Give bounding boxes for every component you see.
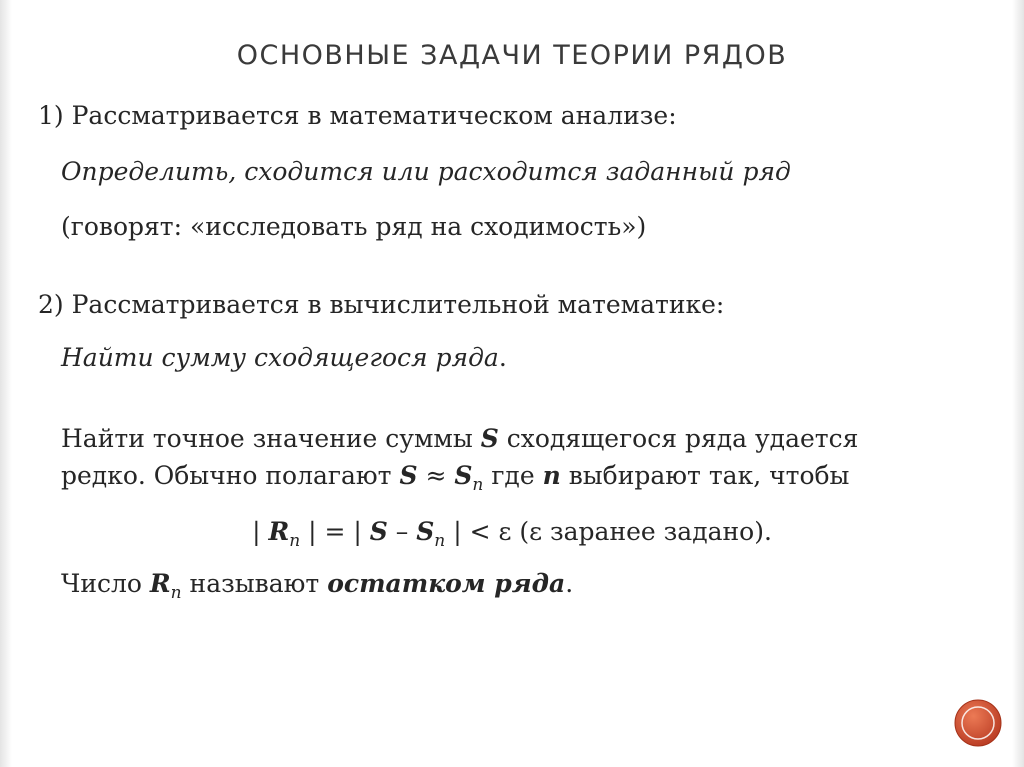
item2-task — [61, 343, 507, 373]
slide-title: ОСНОВНЫЕ ЗАДАЧИ ТЕОРИИ РЯДОВ — [236, 40, 788, 71]
last-line — [61, 569, 573, 608]
formula-sn: S — [416, 517, 435, 546]
formula-sn-sub: n — [434, 531, 446, 551]
formula-s: S — [369, 517, 388, 546]
slide-left-shadow — [0, 0, 12, 767]
item2-heading: 2) Рассматривается в вычислительной математике: — [38, 290, 725, 319]
item1-note: (говорят: «исследовать ряд на сходимость») — [61, 212, 647, 241]
last-symbol-r: R — [149, 569, 171, 598]
last-line-b: называют — [181, 569, 328, 598]
paragraph-line-1-a: Найти точное значение суммы — [61, 424, 481, 453]
last-line-a: Число — [61, 569, 150, 598]
last-dot: . — [565, 569, 574, 598]
paragraph-symbol-sn: S — [454, 461, 473, 490]
formula-r-sub: n — [289, 531, 301, 551]
paragraph-symbol-s2: S — [399, 461, 418, 490]
paragraph-approx: ≈ — [417, 461, 455, 490]
paragraph-symbol-sn-sub: n — [472, 475, 484, 495]
item1-heading: 1) Рассматривается в математическом анализе: — [38, 101, 677, 130]
paragraph-symbol-n: n — [542, 461, 561, 490]
item2-task-end: . — [498, 343, 507, 372]
formula-end: | < ε (ε заранее задано). — [445, 517, 772, 546]
last-term: остатком ряда — [327, 569, 566, 598]
formula-line — [0, 517, 1024, 556]
paragraph-line-2 — [61, 461, 849, 500]
paragraph-line-2-b: где — [483, 461, 543, 490]
paragraph-line-2-a: редко. Обычно полагают — [61, 461, 400, 490]
item2-task-text: Найти сумму сходящегося ряда — [61, 343, 499, 372]
circle-button-icon[interactable] — [953, 698, 1003, 748]
paragraph-line-1-b: сходящегося ряда удается — [498, 424, 859, 453]
formula-r: R — [268, 517, 290, 546]
paragraph-line-2-c: выбирают так, чтобы — [560, 461, 850, 490]
slide-right-shadow — [1012, 0, 1024, 767]
last-symbol-r-sub: n — [170, 583, 182, 603]
formula-minus: – — [387, 517, 417, 546]
paragraph-line-1 — [61, 424, 858, 454]
formula-bar: | — [252, 517, 269, 546]
formula-mid: | = | — [300, 517, 370, 546]
paragraph-symbol-s: S — [480, 424, 499, 453]
circle-button-graphic — [953, 698, 1003, 748]
item1-task: Определить, сходится или расходится заданный ряд — [61, 157, 791, 186]
